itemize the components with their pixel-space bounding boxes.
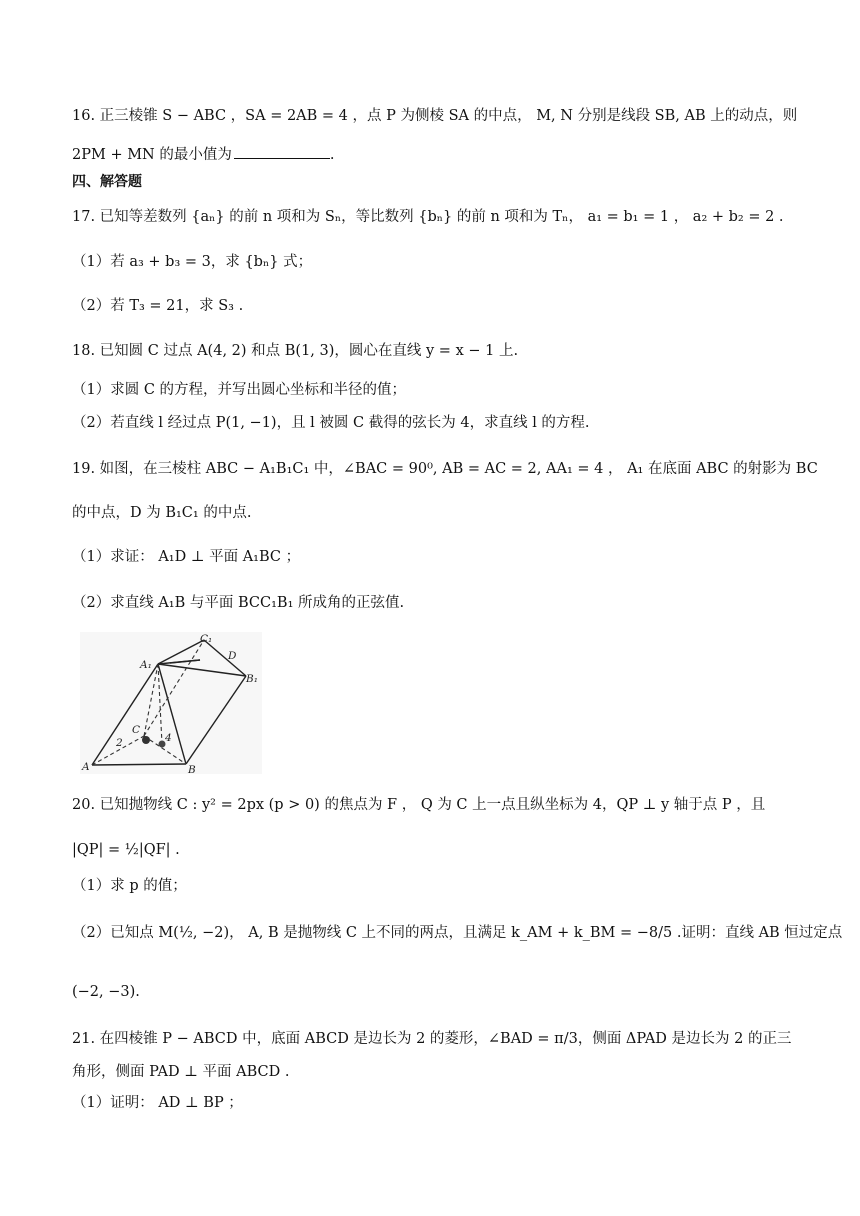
q18-part-1: （1）求圆 C 的方程，并写出圆心坐标和半径的值；: [72, 382, 407, 398]
q20-part-2: （2）已知点 M(½, −2)， A, B 是抛物线 C 上不同的两点，且满足 k_AM + k_BM = −8/5 .证明：直线 AB 恒过定点: [72, 925, 843, 941]
prism-diagram: [80, 632, 262, 774]
q21-part-1: （1）证明： AD ⊥ BP ；: [72, 1095, 243, 1111]
q16-line-1: 16. 正三棱锥 S − ABC ，SA = 2AB = 4 ，点 P 为侧棱 SA 的中点， M, N 分别是线段 SB, AB 上的动点，则: [72, 108, 798, 124]
edge-A-B: [92, 764, 186, 765]
section-heading: 四、解答题: [72, 174, 142, 190]
q21-stem: 21. 在四棱锥 P − ABCD 中，底面 ABCD 是边长为 2 的菱形，∠BAD = π/3，侧面 ΔPAD 是边长为 2 的正三: [72, 1031, 792, 1047]
q18-part-2: （2）若直线 l 经过点 P(1, −1)，且 l 被圆 C 截得的弦长为 4，求直线 l 的方程.: [72, 415, 590, 431]
q20-stem: 20. 已知抛物线 C : y² = 2px (p > 0) 的焦点为 F ， Q 为 C 上一点且纵坐标为 4，QP ⊥ y 轴于点 P ，且: [72, 797, 766, 813]
q20-point: (−2, −3).: [72, 984, 140, 1000]
q16-line-2: [72, 144, 800, 165]
q19-part-1: （1）求证： A₁D ⊥ 平面 A₁BC ；: [72, 549, 301, 565]
q20-condition: |QP| = ½|QF| .: [72, 842, 180, 858]
label-two: 2: [116, 737, 123, 749]
label-four: 4: [165, 732, 172, 744]
q17-part-1: （1）若 a₃ + b₃ = 3，求 {bₙ} 式；: [72, 254, 313, 270]
q19-stem: 19. 如图，在三棱柱 ABC − A₁B₁C₁ 中，∠BAC = 90⁰, AB = AC = 2, AA₁ = 4 ， A₁ 在底面 ABC 的射影为 BC: [72, 461, 818, 477]
q19-part-2: （2）求直线 A₁B 与平面 BCC₁B₁ 所成角的正弦值.: [72, 595, 405, 611]
q20-part-1: （1）求 p 的值；: [72, 878, 187, 894]
q21-stem-2: 角形，侧面 PAD ⊥ 平面 ABCD .: [72, 1064, 290, 1080]
q17-stem: 17. 已知等差数列 {aₙ} 的前 n 项和为 Sₙ，等比数列 {bₙ} 的前 n 项和为 Tₙ， a₁ = b₁ = 1 ， a₂ + b₂ = 2 .: [72, 209, 784, 225]
label-A1: A₁: [140, 659, 152, 671]
point-C: [142, 736, 150, 744]
label-A: A: [82, 761, 90, 773]
label-D: D: [228, 650, 237, 662]
label-C: C: [132, 724, 141, 736]
q16-text: 2PM + MN 的最小值为: [72, 147, 232, 163]
answer-blank: [234, 144, 330, 159]
prism-figure: [80, 632, 262, 774]
label-B: B: [188, 764, 196, 774]
label-B1: B₁: [246, 673, 258, 685]
q18-stem: 18. 已知圆 C 过点 A(4, 2) 和点 B(1, 3)，圆心在直线 y = x − 1 上.: [72, 343, 519, 359]
q19-stem-2: 的中点，D 为 B₁C₁ 的中点.: [72, 505, 252, 521]
q16-end: .: [329, 147, 335, 163]
label-C1: C₁: [200, 633, 213, 645]
q17-part-2: （2）若 T₃ = 21，求 S₃ .: [72, 298, 244, 314]
